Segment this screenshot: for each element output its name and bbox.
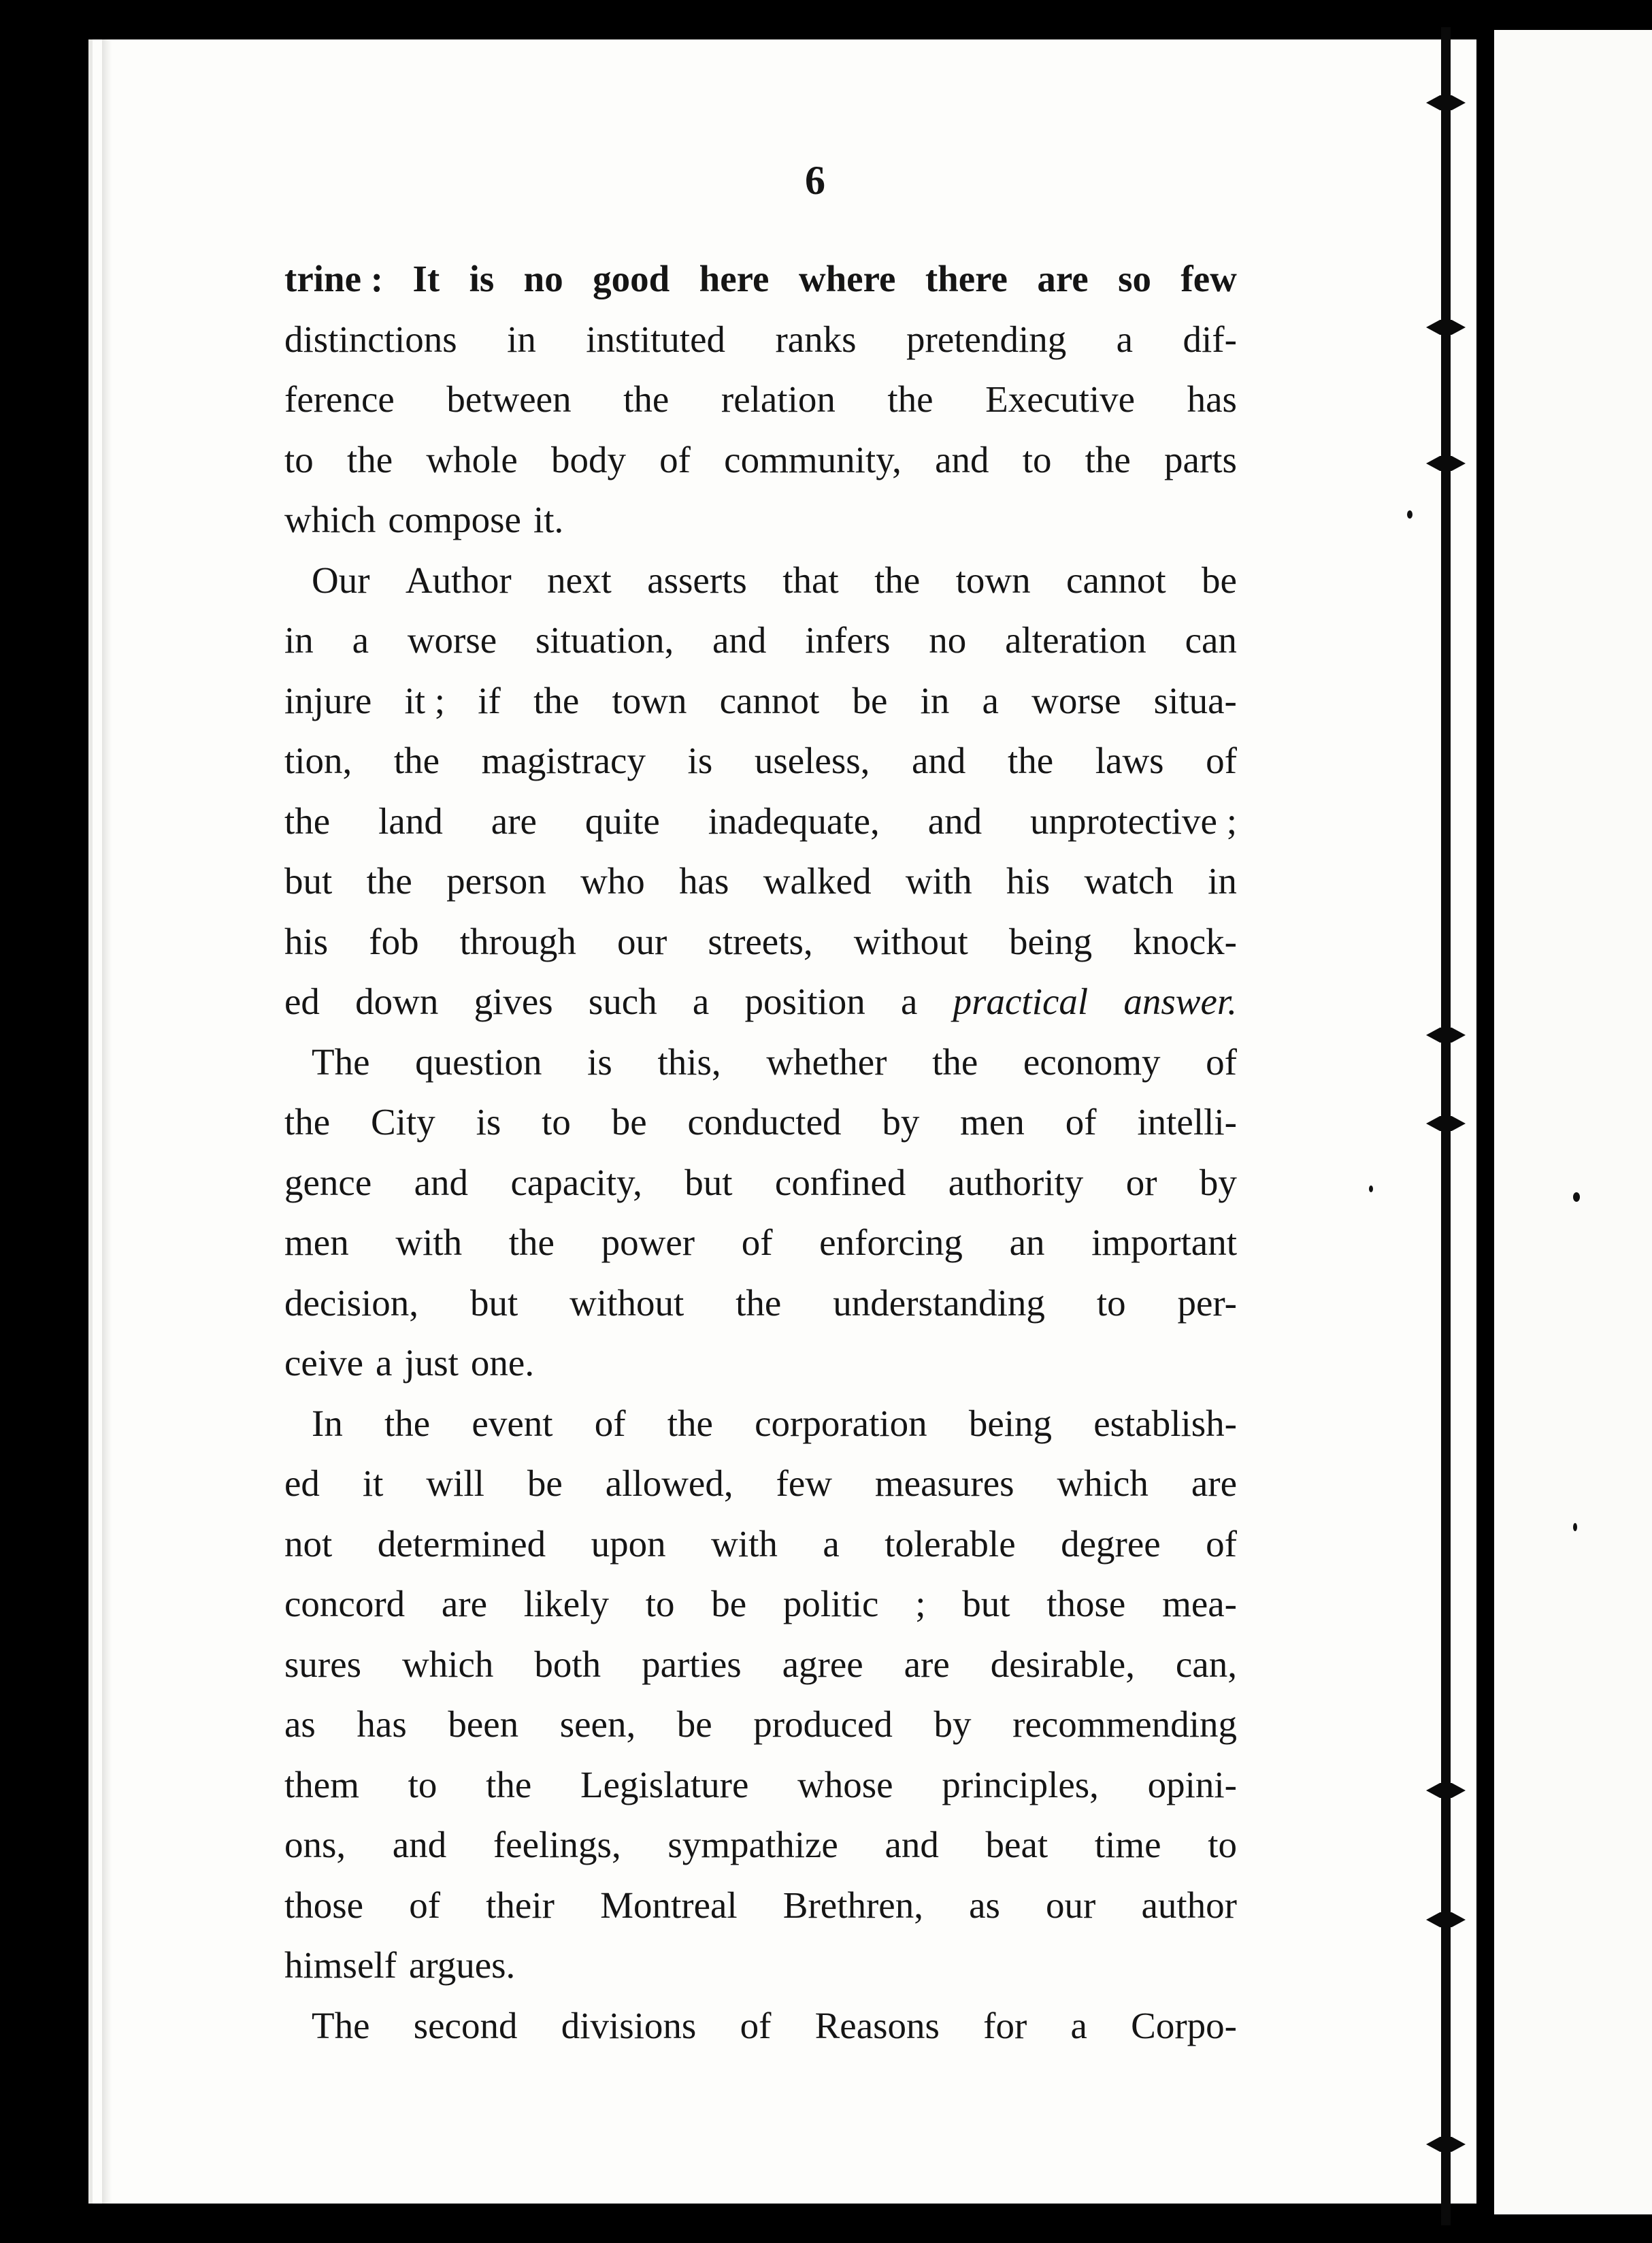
word: whose: [797, 1763, 893, 1805]
word: can: [1185, 619, 1237, 661]
word: just: [404, 1342, 459, 1384]
text-line: [284, 791, 1237, 852]
word: but: [469, 1281, 518, 1324]
word: a: [982, 679, 999, 721]
word: but: [284, 860, 333, 902]
word: if: [478, 679, 501, 721]
word: the: [1085, 438, 1131, 480]
word: question: [415, 1041, 542, 1083]
text-line: [284, 551, 1237, 611]
page-text: [284, 157, 1237, 2056]
word: by: [882, 1101, 920, 1143]
word: distinctions: [284, 318, 457, 360]
word: a: [352, 619, 369, 661]
word: City: [371, 1101, 435, 1143]
word: by: [934, 1703, 972, 1745]
word: land: [378, 800, 443, 842]
text-line: [284, 1694, 1237, 1755]
text-line: [284, 972, 1237, 1032]
word: town: [612, 679, 687, 721]
word: ference: [284, 378, 395, 420]
word: instituted: [586, 318, 726, 360]
word: being: [968, 1402, 1053, 1444]
word: argues.: [408, 1944, 516, 1986]
text-line: [284, 610, 1237, 671]
word: quite: [584, 800, 660, 842]
binding-thread: [1441, 27, 1451, 2225]
word: without: [853, 920, 968, 962]
speck: [1573, 1192, 1580, 1202]
word: the: [932, 1041, 978, 1083]
text-line: [284, 1996, 1237, 2057]
word: through: [459, 920, 576, 962]
speck: [1407, 510, 1413, 519]
word: asserts: [647, 559, 747, 601]
word: the: [393, 740, 440, 781]
word: parties: [642, 1643, 742, 1685]
word: infers: [805, 619, 891, 661]
word: to: [284, 438, 314, 480]
word: to: [1096, 1281, 1126, 1324]
word: author: [1141, 1884, 1237, 1926]
word: divisions: [561, 2004, 697, 2046]
word: ranks: [775, 318, 857, 360]
word: parts: [1164, 438, 1237, 480]
text-line: [284, 1273, 1237, 1334]
word: in: [1208, 860, 1237, 902]
word: be: [676, 1703, 712, 1745]
word: capacity,: [510, 1161, 642, 1203]
text-line: [284, 1092, 1237, 1153]
word: in: [284, 619, 314, 661]
word: the: [533, 679, 580, 721]
word: his: [1006, 860, 1051, 902]
word: to: [542, 1101, 571, 1143]
word: of: [1065, 1101, 1097, 1143]
word: laws: [1095, 740, 1164, 781]
word: so: [1118, 258, 1152, 299]
word: useless,: [754, 740, 870, 781]
word: few: [1180, 258, 1237, 299]
word: pretending: [906, 318, 1067, 360]
speck: [1573, 1523, 1577, 1531]
word: important: [1091, 1222, 1237, 1263]
word: and: [935, 438, 989, 480]
word: degree: [1061, 1522, 1161, 1565]
word: event: [472, 1402, 553, 1444]
word: of: [1206, 740, 1237, 781]
word: determined: [377, 1522, 546, 1565]
word: it ;: [404, 679, 446, 721]
word: Executive: [985, 378, 1136, 420]
word: down: [355, 981, 439, 1022]
word: cannot: [719, 679, 820, 721]
word: for: [983, 2004, 1027, 2046]
word: understanding: [833, 1281, 1045, 1324]
word: which: [284, 499, 376, 540]
word: one.: [470, 1342, 535, 1384]
word: confined: [774, 1161, 906, 1203]
word: few: [776, 1462, 832, 1504]
text-lines: [284, 249, 1237, 2056]
word: The: [312, 2004, 370, 2046]
word: relation: [721, 378, 836, 420]
word: Legislature: [580, 1763, 749, 1805]
word: such: [588, 981, 657, 1022]
word: of: [659, 438, 691, 480]
word: inadequate,: [708, 800, 880, 842]
word: walked: [763, 860, 872, 902]
text-line: [284, 249, 1237, 310]
word: trine :: [284, 258, 384, 299]
word: or: [1125, 1161, 1157, 1203]
word: concord: [284, 1583, 406, 1624]
word: good: [593, 258, 670, 299]
word: injure: [284, 679, 372, 721]
word: with: [395, 1222, 463, 1263]
word: the: [384, 1402, 431, 1444]
word: the: [366, 860, 412, 902]
word: sympathize: [667, 1824, 838, 1865]
word: of: [409, 1884, 441, 1926]
word: our: [1046, 1884, 1096, 1926]
word: cannot: [1066, 559, 1166, 601]
word: to: [645, 1583, 675, 1624]
word: being: [1008, 920, 1093, 962]
word: that: [782, 559, 839, 601]
word: with: [905, 860, 972, 902]
word: our: [616, 920, 667, 962]
word: Montreal: [600, 1884, 738, 1926]
word: principles,: [942, 1763, 1099, 1805]
word: be: [852, 679, 888, 721]
word: and: [927, 800, 982, 842]
word: per-: [1177, 1281, 1237, 1324]
word: and: [911, 740, 966, 781]
word: Corpo-: [1131, 2004, 1237, 2046]
word: conducted: [687, 1101, 842, 1143]
word: and: [712, 619, 767, 661]
word: are: [491, 800, 537, 842]
word: which: [1057, 1462, 1149, 1504]
word: a: [823, 1522, 840, 1565]
word: person: [446, 860, 546, 902]
word: it: [362, 1462, 384, 1504]
word: are: [1191, 1462, 1237, 1504]
word: streets,: [708, 920, 813, 962]
word: the: [874, 559, 921, 601]
word: which: [401, 1643, 494, 1685]
word: community,: [724, 438, 902, 480]
word: the: [887, 378, 934, 420]
word: is: [476, 1101, 501, 1143]
text-line: [284, 490, 1237, 551]
word: gives: [474, 981, 553, 1022]
word: no: [929, 619, 967, 661]
word: the: [736, 1281, 782, 1324]
word: worse: [407, 619, 497, 661]
word: enforcing: [819, 1222, 963, 1263]
word: ons,: [284, 1824, 346, 1865]
word: decision,: [284, 1281, 419, 1324]
word: feelings,: [493, 1824, 621, 1865]
word: be: [527, 1462, 563, 1504]
word: upon: [591, 1522, 666, 1565]
word: in: [507, 318, 536, 360]
word: gence: [284, 1161, 372, 1203]
word: and: [885, 1824, 939, 1865]
word: knock-: [1133, 920, 1237, 962]
word: can,: [1175, 1643, 1237, 1685]
word: be: [611, 1101, 647, 1143]
word: desirable,: [990, 1643, 1135, 1685]
word: unprotective ;: [1030, 800, 1237, 842]
word: whole: [426, 438, 518, 480]
word: the: [508, 1222, 555, 1263]
page-left-edge: [102, 39, 112, 2204]
word: mea-: [1162, 1583, 1237, 1624]
word: The: [312, 1041, 370, 1083]
word: of: [1206, 1041, 1237, 1083]
word: ed: [284, 981, 320, 1022]
word: be: [1202, 559, 1237, 601]
word: are: [441, 1583, 488, 1624]
word: watch: [1084, 860, 1174, 902]
word: of: [740, 2004, 772, 2046]
word: an: [1009, 1222, 1045, 1263]
word: position: [744, 981, 865, 1022]
word: Reasons: [814, 2004, 940, 2046]
word: between: [446, 378, 572, 420]
word: alteration: [1005, 619, 1146, 661]
word: worse: [1031, 679, 1121, 721]
word: the: [346, 438, 393, 480]
word: is: [687, 740, 713, 781]
word: agree: [782, 1643, 863, 1685]
word: himself: [284, 1944, 397, 1986]
word: ceive: [284, 1342, 364, 1384]
word: measures: [874, 1462, 1014, 1504]
word: body: [550, 438, 626, 480]
word: allowed,: [605, 1462, 733, 1504]
text-line: [284, 912, 1237, 972]
text-line: [284, 1935, 1237, 1996]
word: intelli-: [1137, 1101, 1237, 1143]
word: not: [284, 1522, 333, 1565]
text-line: [284, 1032, 1237, 1093]
word: the: [284, 1101, 331, 1143]
word: magistracy: [481, 740, 646, 781]
page-number: 6: [805, 158, 825, 203]
word: to: [1022, 438, 1052, 480]
word: them: [284, 1763, 359, 1805]
word: has: [1187, 378, 1237, 420]
word: men: [960, 1101, 1025, 1143]
word: Author: [405, 559, 512, 601]
word: are: [904, 1643, 950, 1685]
word: corporation: [755, 1402, 927, 1444]
word: second: [413, 2004, 518, 2046]
word: there: [925, 258, 1008, 299]
word: fob: [369, 920, 419, 962]
text-line: [284, 851, 1237, 912]
word: those: [284, 1884, 364, 1926]
text-line: [284, 1454, 1237, 1514]
word: seen,: [559, 1703, 636, 1745]
word: those: [1046, 1583, 1126, 1624]
word: ;: [915, 1583, 926, 1624]
word: power: [601, 1222, 695, 1263]
word: has: [357, 1703, 407, 1745]
word: it.: [533, 499, 564, 540]
word: In: [312, 1402, 343, 1444]
word: the: [1007, 740, 1054, 781]
word: will: [426, 1462, 484, 1504]
text-line: [284, 1514, 1237, 1575]
text-line: [284, 1755, 1237, 1816]
word: is: [469, 258, 495, 299]
word: produced: [753, 1703, 893, 1745]
word: beat: [985, 1824, 1048, 1865]
word: this,: [657, 1041, 721, 1083]
word: Brethren,: [782, 1884, 923, 1926]
word: his: [284, 920, 329, 962]
word: here: [699, 258, 770, 299]
word: is: [587, 1041, 612, 1083]
word: the: [623, 378, 670, 420]
text-line: [284, 1333, 1237, 1394]
word: tolerable: [885, 1522, 1016, 1565]
word: a: [1116, 318, 1134, 360]
word: next: [547, 559, 612, 601]
word: sures: [284, 1643, 362, 1685]
word: situa-: [1153, 679, 1237, 721]
word: without: [569, 1281, 684, 1324]
word: a: [900, 981, 918, 1022]
word: but: [962, 1583, 1010, 1624]
word: town: [955, 559, 1031, 601]
text-line: [284, 1394, 1237, 1454]
word: the: [486, 1763, 532, 1805]
text-line: [284, 671, 1237, 732]
word: Our: [312, 559, 370, 601]
italic-word: answer.: [1123, 981, 1237, 1022]
text-line: [284, 430, 1237, 491]
word: their: [486, 1884, 555, 1926]
word: authority: [948, 1161, 1084, 1203]
word: where: [798, 258, 896, 299]
word: a: [692, 981, 710, 1022]
word: by: [1199, 1161, 1237, 1203]
word: but: [684, 1161, 733, 1203]
word: tion,: [284, 740, 352, 781]
text-line: [284, 731, 1237, 791]
word: be: [711, 1583, 747, 1624]
word: who: [580, 860, 645, 902]
word: It: [412, 258, 440, 299]
word: ed: [284, 1462, 320, 1504]
word: of: [741, 1222, 773, 1263]
text-line: [284, 1213, 1237, 1273]
word: are: [1037, 258, 1089, 299]
word: of: [594, 1402, 626, 1444]
word: establish-: [1093, 1402, 1237, 1444]
text-line: [284, 370, 1237, 430]
word: recommending: [1012, 1703, 1237, 1745]
word: been: [448, 1703, 519, 1745]
word: compose: [388, 499, 521, 540]
word: dif-: [1183, 318, 1237, 360]
word: both: [534, 1643, 601, 1685]
word: the: [284, 800, 331, 842]
word: likely: [523, 1583, 610, 1624]
word: whether: [766, 1041, 887, 1083]
word: economy: [1023, 1041, 1161, 1083]
text-line: [284, 1153, 1237, 1213]
word: politic: [782, 1583, 879, 1624]
word: and: [414, 1161, 469, 1203]
word: men: [284, 1222, 349, 1263]
word: a: [1070, 2004, 1087, 2046]
text-line: [284, 1815, 1237, 1876]
word: in: [920, 679, 950, 721]
word: the: [667, 1402, 713, 1444]
text-line: [284, 1574, 1237, 1635]
word: as: [284, 1703, 316, 1745]
word: has: [679, 860, 729, 902]
word: with: [711, 1522, 778, 1565]
word: as: [969, 1884, 1000, 1926]
word: opini-: [1147, 1763, 1237, 1805]
word: to: [408, 1763, 437, 1805]
text-line: [284, 310, 1237, 370]
word: no: [523, 258, 563, 299]
text-line: [284, 1635, 1237, 1695]
word: time: [1094, 1824, 1161, 1865]
word: a: [376, 1342, 393, 1384]
word: situation,: [535, 619, 674, 661]
italic-word: practical: [953, 981, 1089, 1022]
facing-page-edge: [1494, 30, 1652, 2214]
text-line: [284, 1876, 1237, 1936]
word: and: [392, 1824, 447, 1865]
word: to: [1208, 1824, 1237, 1865]
speck: [1369, 1185, 1373, 1192]
word: of: [1206, 1522, 1237, 1565]
